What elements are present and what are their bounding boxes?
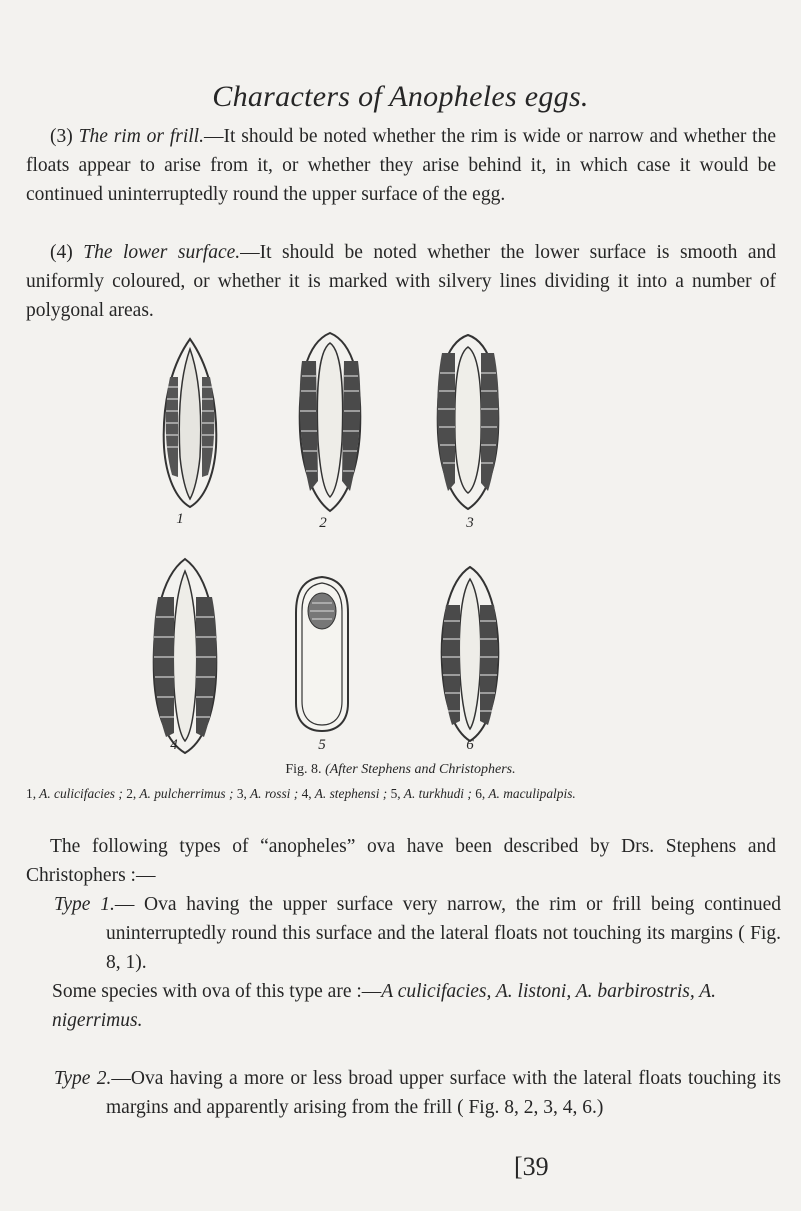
legend-number: 6, [475, 786, 486, 801]
species-line [26, 977, 781, 1035]
legend-species: A. turkhudi ; [403, 786, 472, 801]
paragraph-type-1 [26, 890, 781, 1035]
species-intro: Some species with ova of this type are :— [52, 981, 382, 1002]
legend-number: 3, [236, 786, 247, 801]
paragraph-intro [26, 832, 776, 890]
intro-text: The following types of “anopheles” ova have been described by Drs. Stephens and Christophers :— [26, 836, 776, 886]
legend-species: A. pulcherrimus ; [139, 786, 234, 801]
egg-illustration-1 [140, 337, 240, 509]
egg-illustration-4 [130, 557, 240, 755]
caption-source: (After Stephens and Christophers. [325, 762, 516, 777]
figure-caption [0, 762, 801, 778]
egg-label-1: 1 [176, 511, 184, 527]
egg-label-6: 6 [466, 737, 474, 753]
paragraph-lower-surface [26, 238, 776, 325]
type-label: Type 1. [54, 894, 115, 915]
egg-label-3: 3 [466, 515, 474, 531]
egg-label-2: 2 [319, 515, 327, 531]
para-text: —It should be noted whether the lower surface is smooth and uniformly coloured, or whether it is marked with silvery lines dividing it into a number of polygonal areas. [26, 242, 776, 321]
legend-species: A. rossi ; [249, 786, 299, 801]
egg-illustration-6 [420, 565, 520, 745]
legend-number: 1, [26, 786, 37, 801]
para-title: The lower surface. [83, 242, 241, 263]
page-heading: Characters of Anopheles eggs. [212, 80, 589, 113]
species-list: A culicifacies, A. listoni, A. barbirostris, A. nigerrimus. [52, 981, 717, 1031]
type-text: — Ova having the upper surface very narrow, the rim or frill being continued uninterruptedly round this surface and the lateral floats not touching its margins ( Fig. 8, 1). [106, 894, 781, 973]
para-number: (4) [50, 242, 73, 263]
legend-number: 5, [390, 786, 401, 801]
paragraph-type-2 [26, 1064, 781, 1122]
type-label: Type 2. [54, 1068, 112, 1089]
figure-legend [26, 785, 781, 802]
para-text: —It should be noted whether the rim is wide or narrow and whether the floats appear to arise from it, or whether they arise behind it, in which case it would be continued uninterruptedly round the upper surface of the egg. [26, 126, 777, 205]
egg-illustration-3 [418, 333, 518, 513]
egg-illustration-2 [280, 331, 380, 513]
egg-illustration-5 [282, 573, 362, 735]
legend-number: 4, [301, 786, 312, 801]
legend-species: A. stephensi ; [314, 786, 388, 801]
egg-figure [0, 325, 801, 755]
para-title: The rim or frill. [78, 126, 204, 147]
egg-label-5: 5 [318, 737, 326, 753]
paragraph-rim [26, 122, 776, 209]
caption-prefix: Fig. 8. [285, 762, 322, 777]
legend-species: A. culicifacies ; [39, 786, 123, 801]
page-number: [39 [514, 1152, 549, 1181]
legend-species: A. maculipalpis. [488, 786, 576, 801]
egg-label-4: 4 [170, 737, 178, 753]
legend-number: 2, [126, 786, 137, 801]
type-text: —Ova having a more or less broad upper surface with the lateral floats touching its margins and apparently arising from the frill ( Fig. 8, 2, 3, 4, 6.) [106, 1068, 781, 1118]
para-number: (3) [50, 126, 73, 147]
